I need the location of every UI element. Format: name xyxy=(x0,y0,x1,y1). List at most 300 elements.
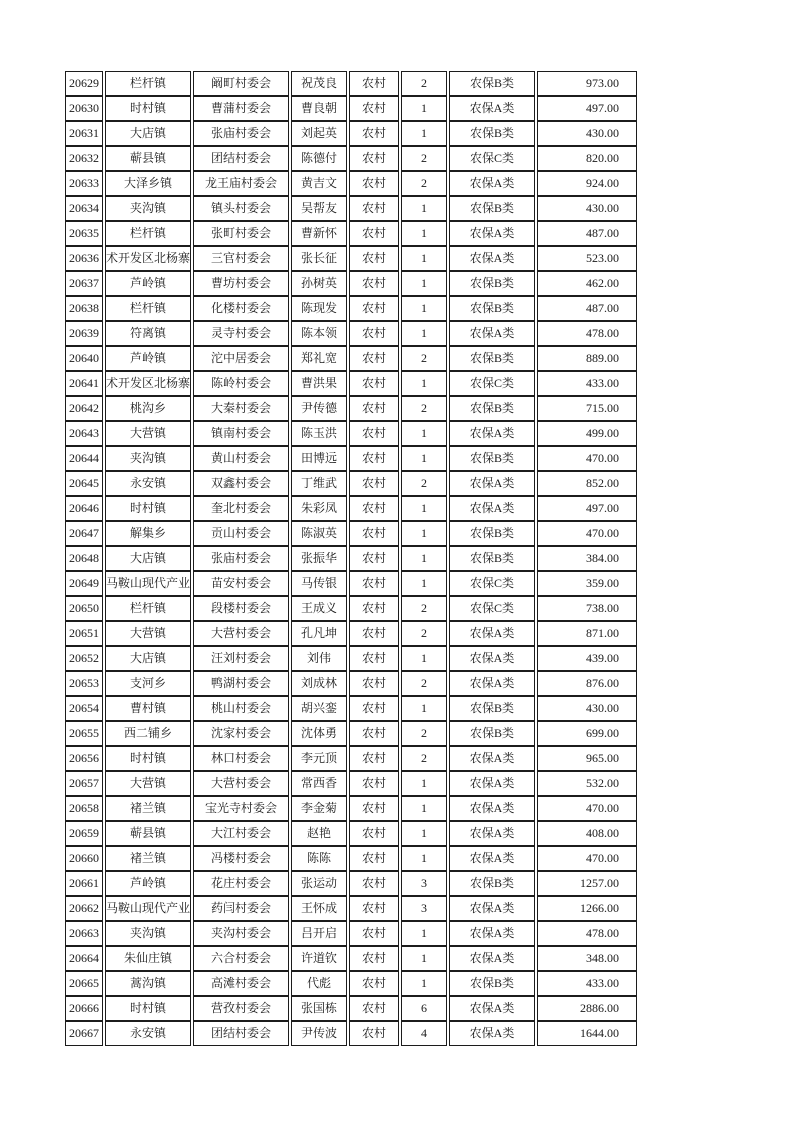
cell-town: 时村镇 xyxy=(105,746,191,771)
cell-town: 西二铺乡 xyxy=(105,721,191,746)
cell-count: 1 xyxy=(401,646,447,671)
cell-village: 营孜村委会 xyxy=(193,996,289,1021)
cell-town: 桃沟乡 xyxy=(105,396,191,421)
cell-amount: 699.00 xyxy=(537,721,637,746)
cell-village: 林口村委会 xyxy=(193,746,289,771)
cell-person: 刘起英 xyxy=(291,121,347,146)
cell-amount: 924.00 xyxy=(537,171,637,196)
cell-village: 段楼村委会 xyxy=(193,596,289,621)
cell-amount: 871.00 xyxy=(537,621,637,646)
cell-id: 20663 xyxy=(65,921,103,946)
table-row xyxy=(65,146,637,171)
cell-person: 张国栋 xyxy=(291,996,347,1021)
cell-amount: 439.00 xyxy=(537,646,637,671)
cell-residence: 农村 xyxy=(349,971,399,996)
cell-amount: 499.00 xyxy=(537,421,637,446)
cell-count: 2 xyxy=(401,346,447,371)
cell-person: 孔凡坤 xyxy=(291,621,347,646)
cell-town: 褚兰镇 xyxy=(105,846,191,871)
cell-id: 20653 xyxy=(65,671,103,696)
cell-person: 曹良朝 xyxy=(291,96,347,121)
cell-village: 龙王庙村委会 xyxy=(193,171,289,196)
table-row xyxy=(65,871,637,896)
cell-village: 宝光寺村委会 xyxy=(193,796,289,821)
cell-person: 陈陈 xyxy=(291,846,347,871)
cell-category: 农保A类 xyxy=(449,471,535,496)
cell-category: 农保A类 xyxy=(449,946,535,971)
cell-amount: 359.00 xyxy=(537,571,637,596)
cell-id: 20650 xyxy=(65,596,103,621)
table-row xyxy=(65,121,637,146)
cell-village: 夹沟村委会 xyxy=(193,921,289,946)
cell-count: 1 xyxy=(401,496,447,521)
cell-town: 大营镇 xyxy=(105,421,191,446)
cell-town: 马鞍山现代产业 xyxy=(105,571,191,596)
table-row xyxy=(65,771,637,796)
cell-category: 农保B类 xyxy=(449,396,535,421)
cell-amount: 532.00 xyxy=(537,771,637,796)
cell-residence: 农村 xyxy=(349,646,399,671)
cell-town: 夹沟镇 xyxy=(105,446,191,471)
cell-person: 郑礼宽 xyxy=(291,346,347,371)
table-row xyxy=(65,171,637,196)
table-row xyxy=(65,421,637,446)
cell-id: 20660 xyxy=(65,846,103,871)
cell-amount: 523.00 xyxy=(537,246,637,271)
cell-town: 马鞍山现代产业 xyxy=(105,896,191,921)
cell-village: 黄山村委会 xyxy=(193,446,289,471)
cell-residence: 农村 xyxy=(349,921,399,946)
cell-id: 20642 xyxy=(65,396,103,421)
cell-count: 2 xyxy=(401,721,447,746)
cell-village: 大江村委会 xyxy=(193,821,289,846)
cell-residence: 农村 xyxy=(349,471,399,496)
cell-id: 20644 xyxy=(65,446,103,471)
cell-town: 支河乡 xyxy=(105,671,191,696)
cell-id: 20654 xyxy=(65,696,103,721)
cell-village: 镇南村委会 xyxy=(193,421,289,446)
cell-id: 20638 xyxy=(65,296,103,321)
cell-person: 赵艳 xyxy=(291,821,347,846)
cell-village: 大秦村委会 xyxy=(193,396,289,421)
cell-count: 2 xyxy=(401,396,447,421)
cell-person: 孙树英 xyxy=(291,271,347,296)
cell-id: 20664 xyxy=(65,946,103,971)
cell-person: 马传银 xyxy=(291,571,347,596)
cell-village: 陈岭村委会 xyxy=(193,371,289,396)
cell-person: 吕开启 xyxy=(291,921,347,946)
cell-amount: 820.00 xyxy=(537,146,637,171)
cell-residence: 农村 xyxy=(349,796,399,821)
cell-residence: 农村 xyxy=(349,996,399,1021)
cell-count: 1 xyxy=(401,946,447,971)
cell-town: 永安镇 xyxy=(105,1021,191,1046)
cell-residence: 农村 xyxy=(349,96,399,121)
cell-town: 蕲县镇 xyxy=(105,146,191,171)
cell-person: 许道钦 xyxy=(291,946,347,971)
cell-count: 1 xyxy=(401,321,447,346)
cell-town: 大店镇 xyxy=(105,546,191,571)
cell-category: 农保B类 xyxy=(449,871,535,896)
table-row xyxy=(65,996,637,1021)
cell-category: 农保A类 xyxy=(449,921,535,946)
cell-count: 6 xyxy=(401,996,447,1021)
cell-category: 农保A类 xyxy=(449,421,535,446)
table-row xyxy=(65,646,637,671)
cell-town: 夹沟镇 xyxy=(105,921,191,946)
cell-person: 吴帮友 xyxy=(291,196,347,221)
table-row xyxy=(65,321,637,346)
cell-category: 农保B类 xyxy=(449,546,535,571)
cell-count: 1 xyxy=(401,246,447,271)
table-row xyxy=(65,246,637,271)
cell-village: 阚町村委会 xyxy=(193,71,289,96)
cell-person: 田博远 xyxy=(291,446,347,471)
table-body xyxy=(65,71,637,1046)
cell-id: 20657 xyxy=(65,771,103,796)
table-row xyxy=(65,71,637,96)
cell-amount: 433.00 xyxy=(537,371,637,396)
cell-id: 20643 xyxy=(65,421,103,446)
cell-person: 陈德付 xyxy=(291,146,347,171)
cell-count: 1 xyxy=(401,921,447,946)
cell-count: 2 xyxy=(401,71,447,96)
cell-count: 2 xyxy=(401,146,447,171)
cell-amount: 478.00 xyxy=(537,921,637,946)
cell-id: 20666 xyxy=(65,996,103,1021)
table-row xyxy=(65,896,637,921)
cell-amount: 965.00 xyxy=(537,746,637,771)
cell-amount: 430.00 xyxy=(537,696,637,721)
cell-town: 夹沟镇 xyxy=(105,196,191,221)
cell-residence: 农村 xyxy=(349,721,399,746)
cell-person: 曹洪果 xyxy=(291,371,347,396)
cell-residence: 农村 xyxy=(349,596,399,621)
cell-category: 农保A类 xyxy=(449,496,535,521)
cell-person: 陈淑英 xyxy=(291,521,347,546)
cell-category: 农保B类 xyxy=(449,346,535,371)
cell-category: 农保B类 xyxy=(449,446,535,471)
cell-person: 王成义 xyxy=(291,596,347,621)
cell-category: 农保B类 xyxy=(449,271,535,296)
cell-count: 1 xyxy=(401,196,447,221)
cell-amount: 487.00 xyxy=(537,296,637,321)
cell-town: 大店镇 xyxy=(105,646,191,671)
cell-id: 20646 xyxy=(65,496,103,521)
cell-village: 贡山村委会 xyxy=(193,521,289,546)
cell-count: 2 xyxy=(401,471,447,496)
cell-town: 芦岭镇 xyxy=(105,346,191,371)
cell-amount: 738.00 xyxy=(537,596,637,621)
cell-id: 20662 xyxy=(65,896,103,921)
cell-id: 20632 xyxy=(65,146,103,171)
cell-village: 冯楼村委会 xyxy=(193,846,289,871)
cell-residence: 农村 xyxy=(349,896,399,921)
cell-residence: 农村 xyxy=(349,521,399,546)
cell-count: 1 xyxy=(401,271,447,296)
cell-amount: 430.00 xyxy=(537,196,637,221)
cell-town: 大店镇 xyxy=(105,121,191,146)
cell-amount: 852.00 xyxy=(537,471,637,496)
cell-person: 尹传波 xyxy=(291,1021,347,1046)
cell-category: 农保A类 xyxy=(449,246,535,271)
cell-category: 农保A类 xyxy=(449,896,535,921)
table-row xyxy=(65,821,637,846)
cell-id: 20637 xyxy=(65,271,103,296)
cell-person: 代彪 xyxy=(291,971,347,996)
cell-village: 张庙村委会 xyxy=(193,546,289,571)
cell-town: 栏杆镇 xyxy=(105,221,191,246)
table-row xyxy=(65,296,637,321)
cell-person: 朱彩凤 xyxy=(291,496,347,521)
cell-person: 王怀成 xyxy=(291,896,347,921)
table-row xyxy=(65,1021,637,1046)
table-row xyxy=(65,796,637,821)
cell-id: 20645 xyxy=(65,471,103,496)
table-row xyxy=(65,671,637,696)
cell-amount: 876.00 xyxy=(537,671,637,696)
cell-id: 20659 xyxy=(65,821,103,846)
cell-person: 张振华 xyxy=(291,546,347,571)
cell-town: 栏杆镇 xyxy=(105,296,191,321)
cell-person: 李元顶 xyxy=(291,746,347,771)
cell-residence: 农村 xyxy=(349,396,399,421)
cell-amount: 889.00 xyxy=(537,346,637,371)
table-row xyxy=(65,596,637,621)
cell-town: 栏杆镇 xyxy=(105,596,191,621)
cell-category: 农保B类 xyxy=(449,71,535,96)
cell-village: 桃山村委会 xyxy=(193,696,289,721)
cell-village: 高滩村委会 xyxy=(193,971,289,996)
cell-residence: 农村 xyxy=(349,146,399,171)
cell-residence: 农村 xyxy=(349,746,399,771)
cell-person: 张长征 xyxy=(291,246,347,271)
cell-residence: 农村 xyxy=(349,296,399,321)
cell-town: 蕲县镇 xyxy=(105,821,191,846)
cell-count: 1 xyxy=(401,421,447,446)
cell-amount: 1266.00 xyxy=(537,896,637,921)
cell-amount: 497.00 xyxy=(537,496,637,521)
cell-town: 术开发区北杨寨 xyxy=(105,246,191,271)
cell-town: 褚兰镇 xyxy=(105,796,191,821)
cell-amount: 715.00 xyxy=(537,396,637,421)
cell-person: 胡兴銮 xyxy=(291,696,347,721)
cell-id: 20629 xyxy=(65,71,103,96)
cell-count: 1 xyxy=(401,546,447,571)
cell-category: 农保A类 xyxy=(449,996,535,1021)
table-row xyxy=(65,546,637,571)
cell-town: 大泽乡镇 xyxy=(105,171,191,196)
cell-town: 时村镇 xyxy=(105,996,191,1021)
cell-village: 药闫村委会 xyxy=(193,896,289,921)
cell-id: 20656 xyxy=(65,746,103,771)
cell-id: 20655 xyxy=(65,721,103,746)
cell-residence: 农村 xyxy=(349,121,399,146)
cell-village: 曹蒲村委会 xyxy=(193,96,289,121)
cell-amount: 1644.00 xyxy=(537,1021,637,1046)
cell-village: 沱中居委会 xyxy=(193,346,289,371)
cell-id: 20634 xyxy=(65,196,103,221)
cell-amount: 433.00 xyxy=(537,971,637,996)
cell-count: 1 xyxy=(401,296,447,321)
table-row xyxy=(65,396,637,421)
cell-village: 苗安村委会 xyxy=(193,571,289,596)
table-row xyxy=(65,221,637,246)
cell-village: 三官村委会 xyxy=(193,246,289,271)
cell-village: 双鑫村委会 xyxy=(193,471,289,496)
cell-person: 祝茂良 xyxy=(291,71,347,96)
table-row xyxy=(65,371,637,396)
cell-village: 大营村委会 xyxy=(193,621,289,646)
cell-id: 20667 xyxy=(65,1021,103,1046)
cell-town: 时村镇 xyxy=(105,496,191,521)
cell-person: 陈现发 xyxy=(291,296,347,321)
cell-village: 六合村委会 xyxy=(193,946,289,971)
cell-town: 术开发区北杨寨 xyxy=(105,371,191,396)
table-row xyxy=(65,446,637,471)
cell-amount: 384.00 xyxy=(537,546,637,571)
cell-residence: 农村 xyxy=(349,1021,399,1046)
cell-residence: 农村 xyxy=(349,871,399,896)
cell-town: 永安镇 xyxy=(105,471,191,496)
cell-person: 黄吉文 xyxy=(291,171,347,196)
cell-amount: 487.00 xyxy=(537,221,637,246)
cell-category: 农保A类 xyxy=(449,1021,535,1046)
cell-amount: 470.00 xyxy=(537,796,637,821)
cell-residence: 农村 xyxy=(349,421,399,446)
cell-id: 20661 xyxy=(65,871,103,896)
cell-count: 2 xyxy=(401,596,447,621)
cell-category: 农保C类 xyxy=(449,596,535,621)
cell-residence: 农村 xyxy=(349,321,399,346)
cell-count: 1 xyxy=(401,221,447,246)
cell-category: 农保B类 xyxy=(449,521,535,546)
table-row xyxy=(65,496,637,521)
cell-id: 20641 xyxy=(65,371,103,396)
cell-id: 20648 xyxy=(65,546,103,571)
cell-town: 朱仙庄镇 xyxy=(105,946,191,971)
cell-residence: 农村 xyxy=(349,696,399,721)
cell-count: 3 xyxy=(401,871,447,896)
cell-residence: 农村 xyxy=(349,946,399,971)
table-row xyxy=(65,971,637,996)
cell-residence: 农村 xyxy=(349,446,399,471)
cell-category: 农保B类 xyxy=(449,121,535,146)
table-row xyxy=(65,471,637,496)
cell-id: 20649 xyxy=(65,571,103,596)
cell-category: 农保A类 xyxy=(449,671,535,696)
cell-town: 大营镇 xyxy=(105,621,191,646)
cell-id: 20635 xyxy=(65,221,103,246)
cell-count: 1 xyxy=(401,96,447,121)
cell-category: 农保C类 xyxy=(449,571,535,596)
cell-id: 20633 xyxy=(65,171,103,196)
cell-village: 团结村委会 xyxy=(193,146,289,171)
table-row xyxy=(65,846,637,871)
rural-insurance-table xyxy=(63,71,639,1046)
cell-village: 花庄村委会 xyxy=(193,871,289,896)
cell-town: 曹村镇 xyxy=(105,696,191,721)
cell-amount: 1257.00 xyxy=(537,871,637,896)
cell-residence: 农村 xyxy=(349,271,399,296)
cell-person: 刘伟 xyxy=(291,646,347,671)
cell-amount: 470.00 xyxy=(537,846,637,871)
cell-residence: 农村 xyxy=(349,546,399,571)
cell-amount: 2886.00 xyxy=(537,996,637,1021)
cell-person: 曹新怀 xyxy=(291,221,347,246)
cell-village: 化楼村委会 xyxy=(193,296,289,321)
cell-amount: 470.00 xyxy=(537,521,637,546)
cell-count: 1 xyxy=(401,371,447,396)
cell-person: 陈本领 xyxy=(291,321,347,346)
cell-category: 农保A类 xyxy=(449,846,535,871)
table-row xyxy=(65,571,637,596)
cell-count: 1 xyxy=(401,821,447,846)
cell-id: 20652 xyxy=(65,646,103,671)
cell-person: 尹传德 xyxy=(291,396,347,421)
cell-village: 汪刘村委会 xyxy=(193,646,289,671)
cell-village: 灵寺村委会 xyxy=(193,321,289,346)
cell-category: 农保B类 xyxy=(449,971,535,996)
table-row xyxy=(65,696,637,721)
cell-id: 20651 xyxy=(65,621,103,646)
cell-village: 鸭湖村委会 xyxy=(193,671,289,696)
cell-count: 2 xyxy=(401,171,447,196)
cell-count: 1 xyxy=(401,696,447,721)
cell-category: 农保A类 xyxy=(449,171,535,196)
cell-count: 3 xyxy=(401,896,447,921)
cell-category: 农保A类 xyxy=(449,821,535,846)
cell-town: 时村镇 xyxy=(105,96,191,121)
cell-category: 农保B类 xyxy=(449,696,535,721)
table-row xyxy=(65,346,637,371)
cell-count: 2 xyxy=(401,671,447,696)
table-row xyxy=(65,946,637,971)
cell-residence: 农村 xyxy=(349,371,399,396)
cell-id: 20665 xyxy=(65,971,103,996)
cell-id: 20630 xyxy=(65,96,103,121)
cell-residence: 农村 xyxy=(349,846,399,871)
cell-residence: 农村 xyxy=(349,496,399,521)
cell-category: 农保C类 xyxy=(449,146,535,171)
cell-residence: 农村 xyxy=(349,221,399,246)
table-row xyxy=(65,196,637,221)
cell-id: 20639 xyxy=(65,321,103,346)
table-row xyxy=(65,746,637,771)
cell-count: 1 xyxy=(401,971,447,996)
cell-id: 20647 xyxy=(65,521,103,546)
cell-amount: 973.00 xyxy=(537,71,637,96)
cell-count: 2 xyxy=(401,621,447,646)
cell-category: 农保A类 xyxy=(449,771,535,796)
cell-residence: 农村 xyxy=(349,771,399,796)
cell-count: 1 xyxy=(401,571,447,596)
cell-residence: 农村 xyxy=(349,346,399,371)
table-row xyxy=(65,921,637,946)
cell-amount: 478.00 xyxy=(537,321,637,346)
cell-village: 沈家村委会 xyxy=(193,721,289,746)
cell-person: 李金菊 xyxy=(291,796,347,821)
cell-category: 农保A类 xyxy=(449,796,535,821)
cell-category: 农保B类 xyxy=(449,721,535,746)
cell-amount: 348.00 xyxy=(537,946,637,971)
cell-person: 沈体勇 xyxy=(291,721,347,746)
cell-count: 1 xyxy=(401,846,447,871)
cell-category: 农保A类 xyxy=(449,221,535,246)
table-row xyxy=(65,521,637,546)
cell-residence: 农村 xyxy=(349,71,399,96)
cell-category: 农保A类 xyxy=(449,746,535,771)
